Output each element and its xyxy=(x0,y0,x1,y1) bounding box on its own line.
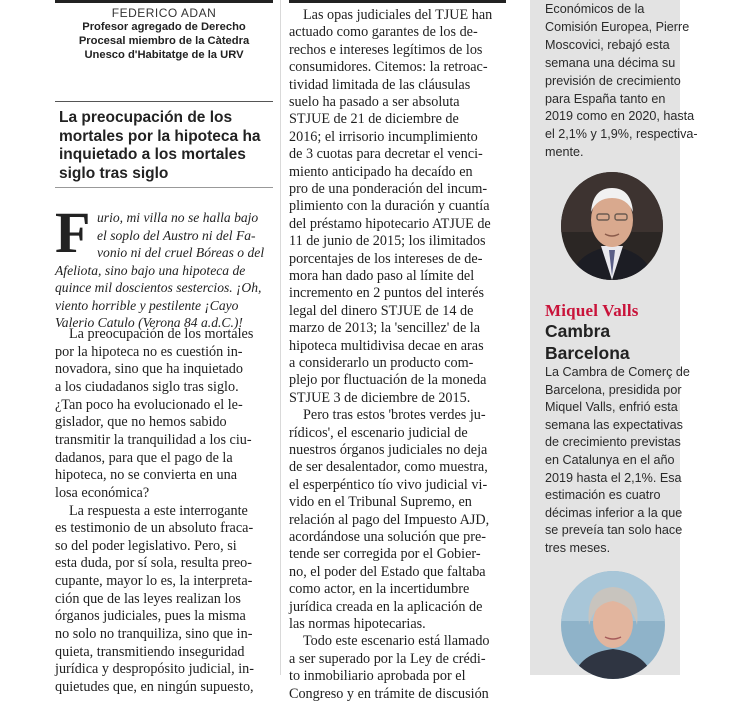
body-line: porcentajes de los intereses de de- xyxy=(289,250,483,267)
sidebar-line: La Cambra de Comerç de xyxy=(545,365,690,379)
pull-quote xyxy=(59,109,271,183)
body-line: las normas hipotecarias. xyxy=(289,616,426,632)
body-line: jurídica creada en la aplicación de xyxy=(289,598,483,615)
sidebar-line: Moscovici, rebajó esta xyxy=(545,37,670,52)
author-name: FEDERICO ADAN xyxy=(111,6,217,20)
sidebar-line: décimas inferior a la que xyxy=(545,505,683,520)
intro-line: urio, mi villa no se halla bajo xyxy=(97,210,259,225)
author-bio-line: Profesor agregado de Derecho xyxy=(82,21,246,33)
person-org: Barcelona xyxy=(545,343,630,363)
divider xyxy=(55,101,273,102)
body-line: a los ciudadanos siglo tras siglo. xyxy=(55,378,239,395)
sidebar-line: mente. xyxy=(545,145,584,160)
body-line: acordándose una solución que pre- xyxy=(289,529,486,545)
body-line: esta duda, por sí sola, resulta preo- xyxy=(55,555,252,572)
body-line: de 3 cuotas para decretar el venci- xyxy=(289,146,483,163)
body-line: no, el poder del Estado que faltaba xyxy=(289,563,486,580)
author-bio-line: Procesal miembro de la Càtedra xyxy=(78,35,250,47)
person-photo-elderly-man xyxy=(561,172,663,280)
sidebar-line: el 2,1% y 1,9%, respectiva- xyxy=(545,127,698,142)
intro-line: el soplo del Austro ni del Fa- xyxy=(97,227,256,243)
author-bio xyxy=(55,20,273,62)
body-line: tividad limitada de las cláusulas xyxy=(289,76,471,93)
sidebar-box xyxy=(530,0,698,675)
body-line: legal del dinero STJUE de 14 de xyxy=(289,302,474,319)
body-line: quieta, transmitiendo inseguridad xyxy=(55,643,245,660)
body-line: La preocupación de los mortales xyxy=(69,326,254,342)
drop-cap: F xyxy=(55,200,91,265)
body-line: rechos e intereses legítimos de los xyxy=(289,41,483,58)
body-line: suelo ha pasado a ser absoluta xyxy=(289,94,460,110)
body-line: relación al pago del Impuesto AJD, xyxy=(289,511,490,528)
body-line: Las opas judiciales del TJUE han xyxy=(303,7,493,23)
body-line: órganos judiciales, pues la misma xyxy=(55,608,246,625)
top-rule xyxy=(289,0,506,3)
body-line: novadora, sino que ha inquietado xyxy=(55,361,243,378)
body-line: por la hipoteca no es cuestión in- xyxy=(55,343,243,360)
top-rule xyxy=(55,0,273,3)
body-line: es testimonio de un absoluto fraca- xyxy=(55,520,254,537)
sidebar-line: Comisión Europea, Pierre xyxy=(545,19,690,34)
body-line: a ser superado por la Ley de crédi- xyxy=(289,650,486,667)
body-line: del préstamo hipotecario ATJUE de xyxy=(289,215,491,232)
body-line: pro de una ponderación del incum- xyxy=(289,181,488,197)
sidebar-line: estimación es cuatro xyxy=(545,488,661,503)
body-line: mora han dado paso al límite del xyxy=(289,268,475,284)
sidebar-line: en Catalunya en el año xyxy=(545,453,675,467)
body-line: marzo de 2013; la 'sencillez' de la xyxy=(289,320,481,337)
intro-line: Afeliota, sino bajo una hipoteca de xyxy=(55,262,246,278)
body-line: miento anticipado ha decaído en xyxy=(289,163,473,180)
sidebar-line: Económicos de la xyxy=(545,2,645,16)
body-line: a considerarlo un producto com- xyxy=(289,355,474,371)
intro-line: Valerio Catulo (Verona 84 a.d.C.)! xyxy=(55,315,243,330)
sidebar-line: semana las expectativas xyxy=(545,417,683,432)
body-line: ¿Tan poco ha evolucionado el le- xyxy=(55,396,243,413)
body-line: Pero tras estos 'brotes verdes ju- xyxy=(303,407,486,424)
body-line: so del poder legislativo. Pero, si xyxy=(55,537,237,554)
person-name: Miquel Valls xyxy=(545,301,639,320)
body-line: Congreso y en trámite de discusión xyxy=(289,685,489,702)
sidebar-line: semana una décima su xyxy=(545,55,676,70)
body-line: cupante, mayor lo es, la interpreta- xyxy=(55,573,253,590)
body-line: consumidores. Citemos: la retroac- xyxy=(289,59,488,76)
body-line: STJUE 3 de diciembre de 2015. xyxy=(289,389,471,406)
body-line: hipoteca, no se convierta en una xyxy=(55,467,237,484)
pull-quote-line: La preocupación de los xyxy=(59,109,233,126)
body-line: STJUE de 21 de diciembre de xyxy=(289,111,459,128)
body-line: dadanos, para que el pago de la xyxy=(55,449,233,466)
sidebar-line: de crecimiento previstas xyxy=(545,435,681,450)
body-line: de ser desalentador, como muestra, xyxy=(289,459,488,476)
body-line: ción que de las leyes realizan los xyxy=(55,590,241,607)
body-line: plimiento con la duración y cuantía xyxy=(289,198,490,215)
sidebar-line: previsión de crecimiento xyxy=(545,73,681,88)
body-line: el esperpéntico tío vivo judicial vi- xyxy=(289,476,488,493)
body-line: 2016; el irrisorio incumplimiento xyxy=(289,128,478,145)
person-org: Cambra xyxy=(545,321,611,341)
body-line: transmitir la tranquilidad a los ciu- xyxy=(55,431,252,448)
body-line: rídicos', el escenario judicial de xyxy=(289,424,468,441)
intro-line: quince mil doscientos sestercios. ¡Oh, xyxy=(55,280,262,295)
body-line: hipoteca multidivisa decae en aras xyxy=(289,337,484,354)
body-line: nuestros órganos judiciales no deja xyxy=(289,442,488,458)
sidebar-line: Miquel Valls, enfrió esta xyxy=(545,400,678,415)
person-photo-woman xyxy=(561,571,665,679)
body-line: to inmobiliario aprobada por el xyxy=(289,668,466,685)
author-bio-line: Unesco d'Habitatge de la URV xyxy=(84,49,244,61)
column-separator xyxy=(280,0,281,675)
body-line: jurídica y despropósito judicial, in- xyxy=(55,661,254,678)
sidebar-line: para España tanto en xyxy=(545,91,666,106)
pull-quote-line: inquietado a los mortales xyxy=(59,146,246,163)
body-line: La respuesta a este interrogante xyxy=(69,502,248,519)
body-line: losa económica? xyxy=(55,484,150,501)
body-line: Todo este escenario está llamado xyxy=(303,633,490,650)
sidebar-line: tres meses. xyxy=(545,541,611,555)
body-line: actuado como garantes de los de- xyxy=(289,24,478,41)
body-line: no solo no tranquiliza, sino que in- xyxy=(55,626,253,643)
pull-quote-line: siglo tras siglo xyxy=(59,164,169,182)
sidebar-line: 2019 hasta el 2,1%. Esa xyxy=(545,470,682,485)
body-line: incremento en 2 puntos del interés xyxy=(289,285,485,302)
intro-line: vonio ni del cruel Bóreas o del xyxy=(97,245,265,260)
pull-quote-line: mortales por la hipoteca ha xyxy=(59,127,261,145)
body-line: tende ser corregida por el Gobier- xyxy=(289,546,481,563)
body-line: vido en el Tribunal Supremo, en xyxy=(289,494,472,511)
body-line: 11 de junio de 2015; los ilimitados xyxy=(289,233,486,250)
body-line: gislador, que no hemos sabido xyxy=(55,414,227,431)
sidebar-line: 2019 como en 2020, hasta xyxy=(545,109,695,124)
sidebar-line: Barcelona, presidida por xyxy=(545,382,682,397)
sidebar-line: se preveía tan solo hace xyxy=(545,523,683,538)
body-line: como actor, en la incertidumbre xyxy=(289,581,470,598)
body-line: quietudes que, en ningún supuesto, xyxy=(55,679,254,695)
divider xyxy=(55,187,273,188)
body-line: plejo por fluctuación de la moneda xyxy=(289,372,487,389)
intro-line: viento horrible y pestilente ¡Cayo xyxy=(55,297,239,313)
